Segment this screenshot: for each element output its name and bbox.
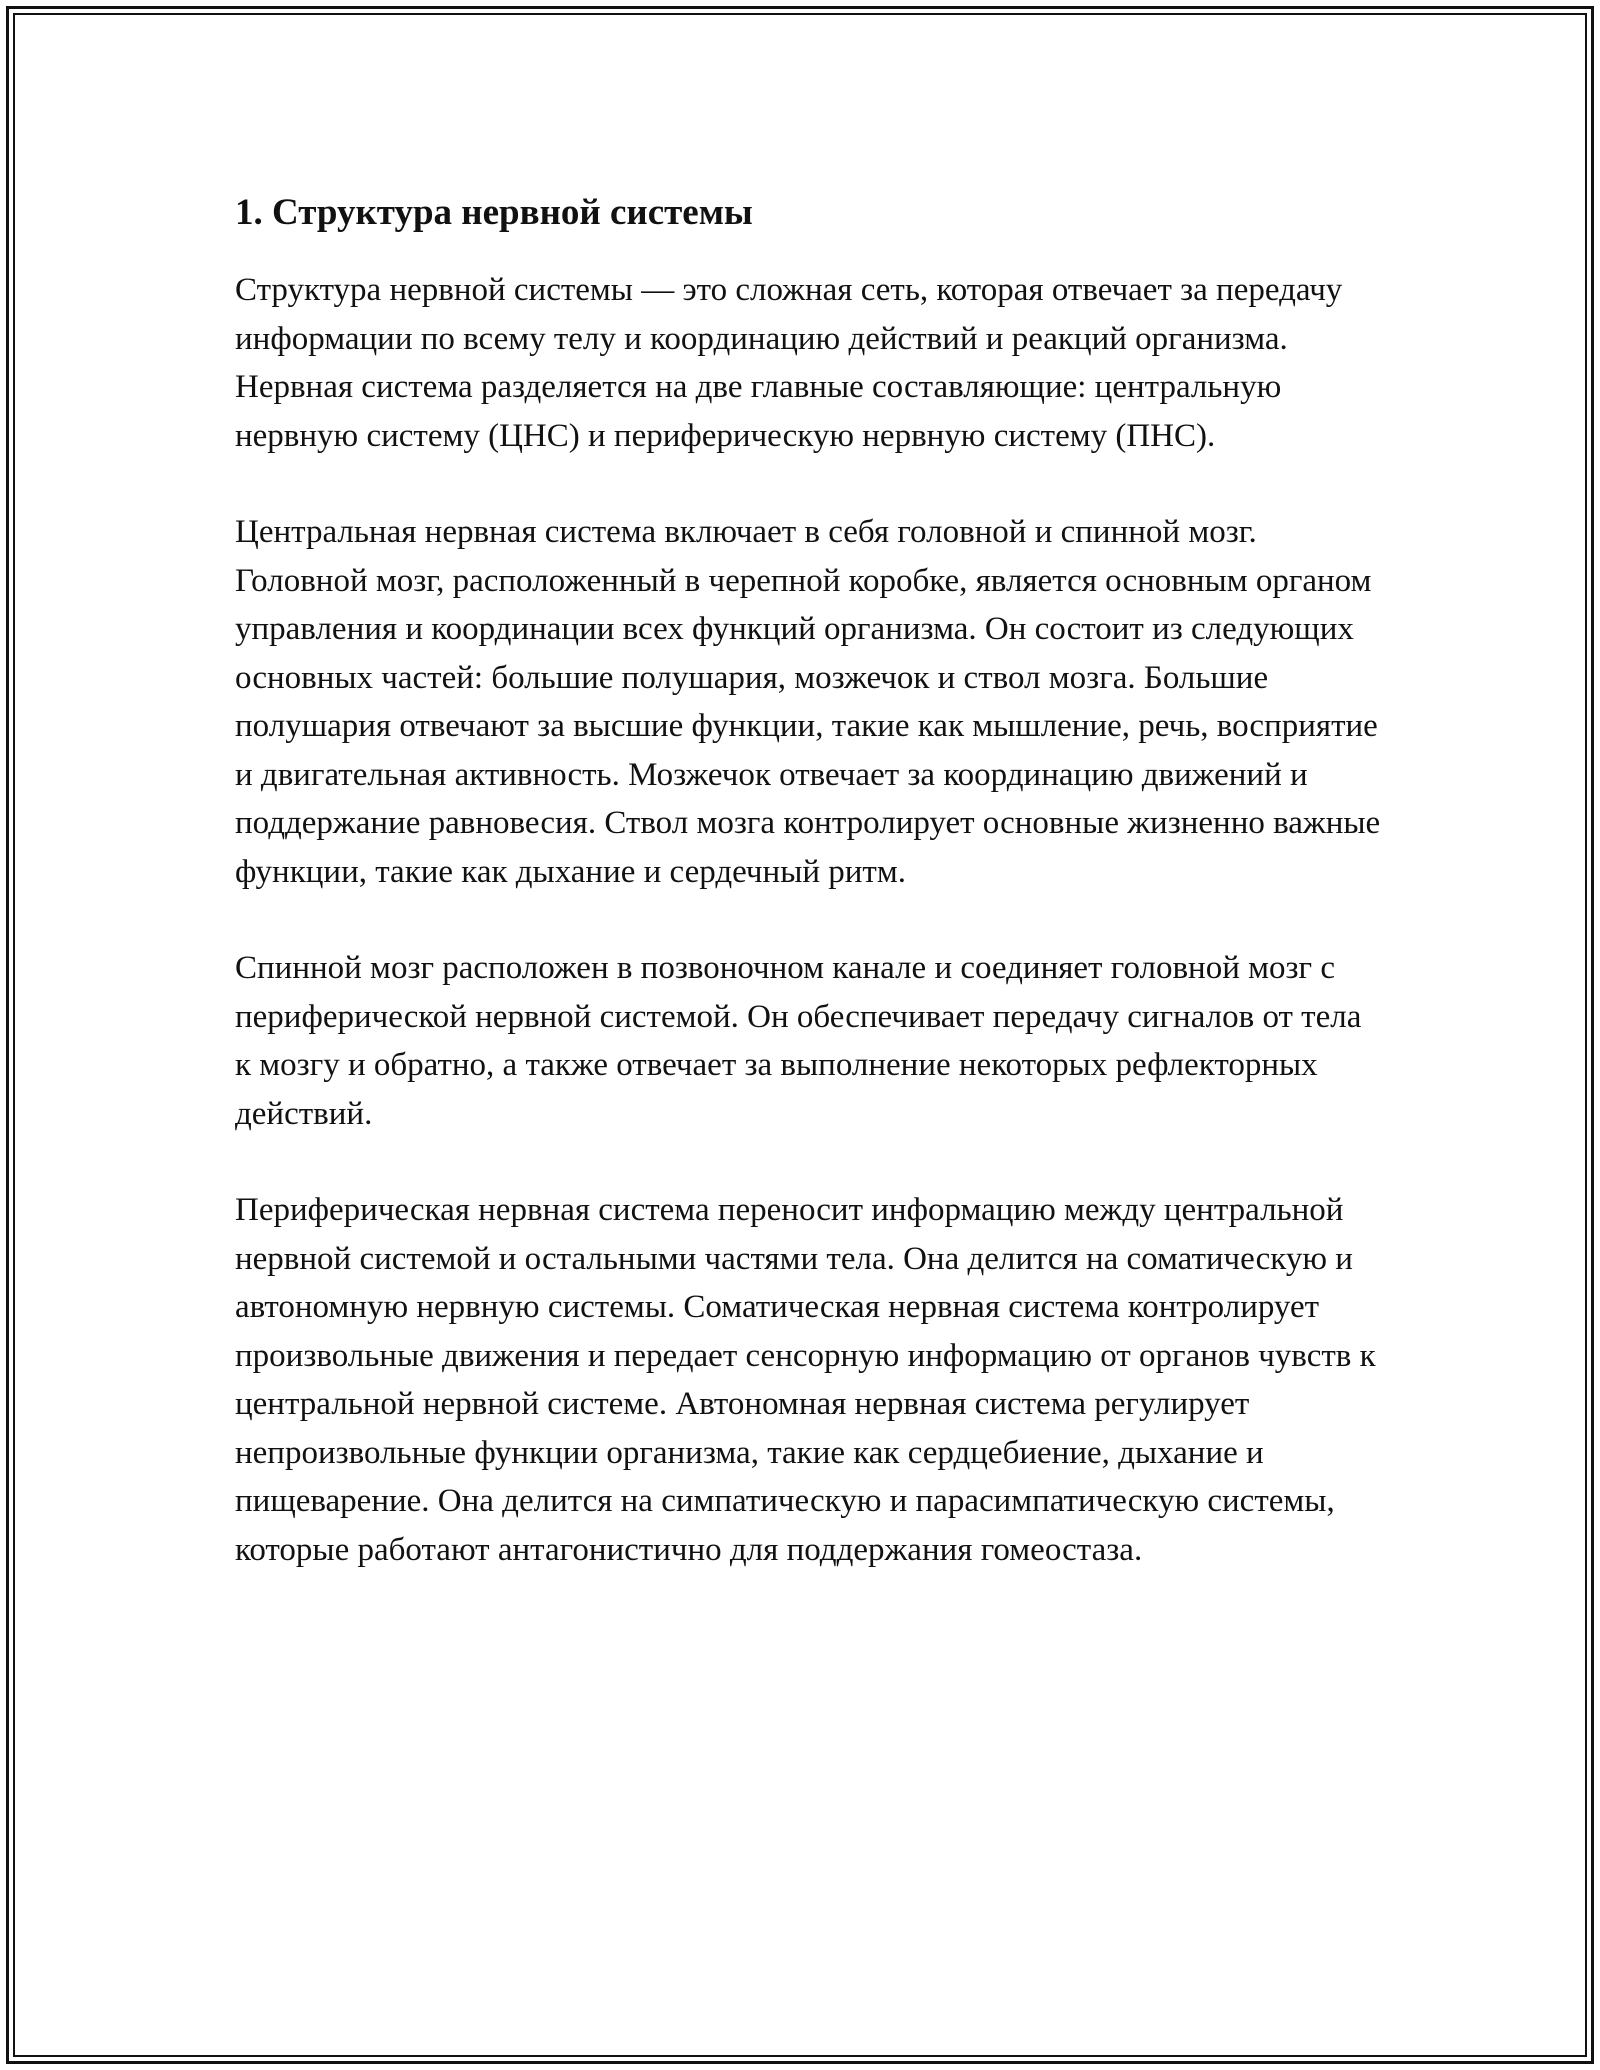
paragraph-cns: Центральная нервная система включает в себя головной и спинной мозг. Головной мозг, расположенный в черепной коробке, является основным органом управления и координации всех функций организма. Он состоит из следующих основных частей: большие полушария, мозжечок и ствол мозга. Большие полушария отвечают за высшие функции, такие как мышление, речь, восприятие и двигательная активность. Мозжечок отвечает за координацию движений и поддержание равновесия. Ствол мозга контролирует основные жизненно важные функции, такие как дыхание и сердечный ритм. [235,514,1381,890]
paragraph-intro: Структура нервной системы — это сложная сеть, которая отвечает за передачу информации по всему телу и координацию действий и реакций организма. Нервная система разделяется на две главные составляющие: центральную нервную систему (ЦНС) и периферическую нервную систему (ПНС). [235,272,1343,454]
paragraph-pns: Периферическая нервная система переносит информацию между центральной нервной системой и остальными частями тела. Она делится на соматическую и автономную нервную системы. Соматическая нервная система контролирует произвольные движения и передает сенсорную информацию от органов чувств к центральной нервной системе. Автономная нервная система регулирует непроизвольные функции организма, такие как сердцебиение, дыхание и пищеварение. Она делится на симпатическую и парасимпатическую системы, которые работают антагонистично для поддержания гомеостаза. [235,1192,1376,1568]
section-heading: 1. Структура нервной системы [235,192,753,233]
document-body [235,186,1385,1622]
paragraph-spinal-cord: Спинной мозг расположен в позвоночном канале и соединяет головной мозг с периферической нервной системой. Он обеспечивает передачу сигналов от тела к мозгу и обратно, а также отвечает за выполнение некоторых рефлекторных действий. [235,950,1362,1132]
